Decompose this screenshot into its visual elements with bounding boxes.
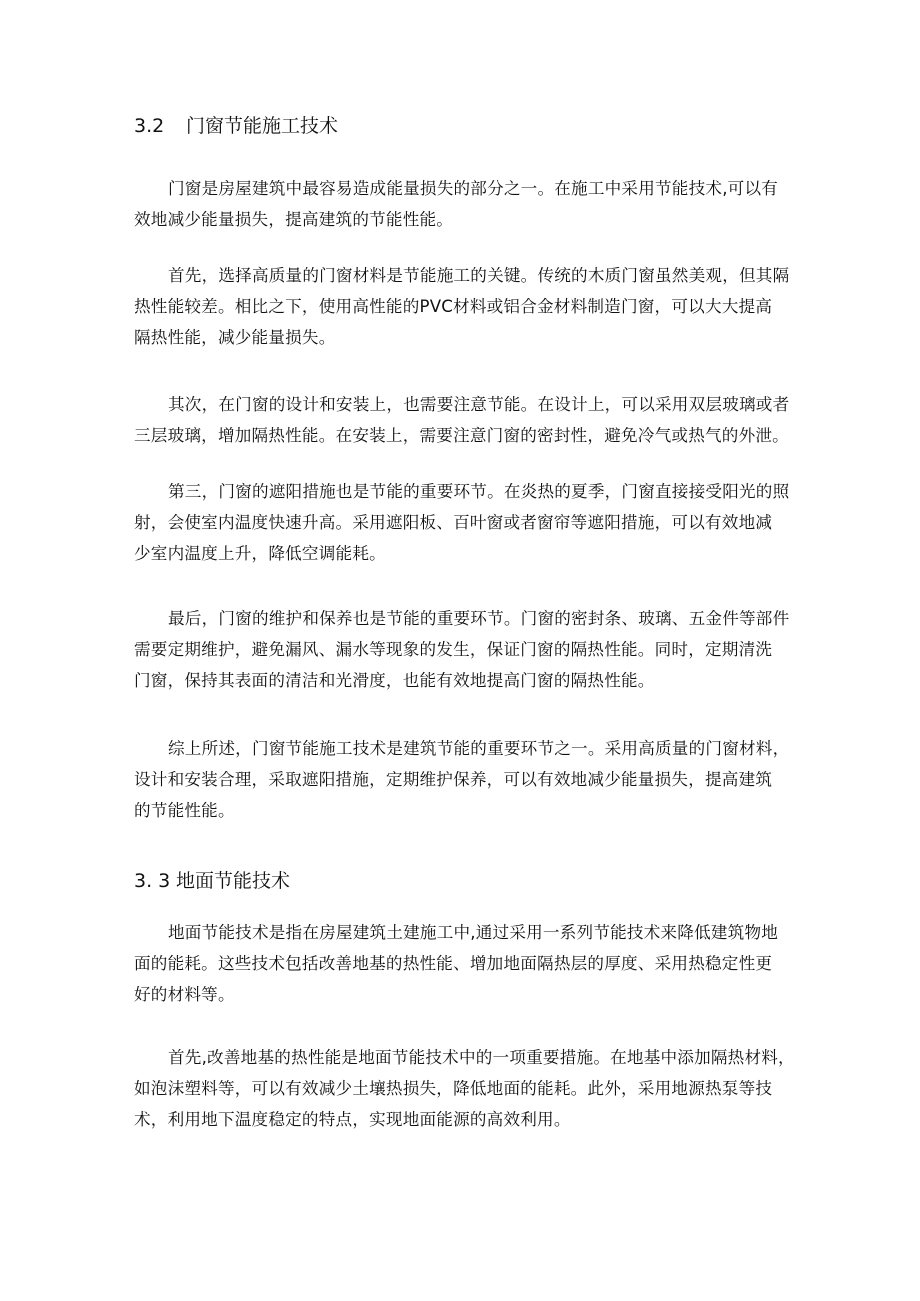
paragraph-line: 首先，选择高质量的门窗材料是节能施工的关键。传统的木质门窗虽然美观，但其隔 <box>168 266 790 285</box>
paragraph-line: 少室内温度上升，降低空调能耗。 <box>134 544 386 563</box>
paragraph-line: 最后，门窗的维护和保养也是节能的重要环节。门窗的密封条、玻璃、五金件等部件 <box>168 609 790 628</box>
paragraph-line: 射，会使室内温度快速升高。采用遮阳板、百叶窗或者窗帘等遮阳措施，可以有效地减 <box>134 513 773 532</box>
paragraph <box>134 917 786 1010</box>
paragraph <box>134 603 790 696</box>
section-number: 3.2 <box>134 115 165 137</box>
paragraph-line: 首先,改善地基的热性能是地面节能技术中的一项重要措施。在地基中添加隔热材料， <box>168 1048 795 1067</box>
section-number: 3. 3 <box>134 870 171 892</box>
paragraph-line: 的节能性能。 <box>134 801 235 820</box>
paragraph-line: 其次，在门窗的设计和安装上，也需要注意节能。在设计上，可以采用双层玻璃或者 <box>168 395 790 414</box>
section-title: 地面节能技术 <box>176 870 291 892</box>
paragraph-line: 综上所述，门窗节能施工技术是建筑节能的重要环节之一。采用高质量的门窗材料， <box>168 739 790 758</box>
paragraph-line: 术，利用地下温度稳定的特点，实现地面能源的高效利用。 <box>134 1110 571 1129</box>
paragraph-line: 第三，门窗的遮阳措施也是节能的重要环节。在炎热的夏季，门窗直接接受阳光的照 <box>168 482 790 501</box>
paragraph-line: 好的材料等。 <box>134 985 235 1004</box>
paragraph-line: 如泡沫塑料等，可以有效减少土壤热损失，降低地面的能耗。此外，采用地源热泵等技 <box>134 1079 773 1098</box>
paragraph <box>134 476 790 569</box>
paragraph <box>134 389 790 451</box>
paragraph <box>134 733 790 826</box>
paragraph-line: 效地减少能量损失，提高建筑的节能性能。 <box>134 210 454 229</box>
paragraph-line: 隔热性能，减少能量损失。 <box>134 328 336 347</box>
paragraph <box>134 173 786 235</box>
section-title: 门窗节能施工技术 <box>186 115 339 137</box>
paragraph-line: 需要定期维护，避免漏风、漏水等现象的发生，保证门窗的隔热性能。同时，定期清洗 <box>134 640 773 659</box>
paragraph-line: 门窗，保持其表面的清洁和光滑度，也能有效地提高门窗的隔热性能。 <box>134 671 655 690</box>
paragraph-line: 设计和安装合理，采取遮阳措施，定期维护保养，可以有效地减少能量损失，提高建筑 <box>134 770 773 789</box>
paragraph <box>134 260 790 353</box>
paragraph-line: 地面节能技术是指在房屋建筑土建施工中,通过采用一系列节能技术来降低建筑物地 <box>168 923 779 942</box>
section-heading-3-3 <box>134 869 290 893</box>
section-heading-3-2 <box>134 114 338 138</box>
paragraph-line: 门窗是房屋建筑中最容易造成能量损失的部分之一。在施工中采用节能技术,可以有 <box>168 179 779 198</box>
paragraph-line: 三层玻璃，增加隔热性能。在安装上，需要注意门窗的密封性，避免冷气或热气的外泄。 <box>134 426 789 445</box>
paragraph <box>134 1042 795 1135</box>
paragraph-line: 热性能较差。相比之下，使用高性能的PVC材料或铝合金材料制造门窗，可以大大提高 <box>134 297 773 316</box>
paragraph-line: 面的能耗。这些技术包括改善地基的热性能、增加地面隔热层的厚度、采用热稳定性更 <box>134 954 773 973</box>
